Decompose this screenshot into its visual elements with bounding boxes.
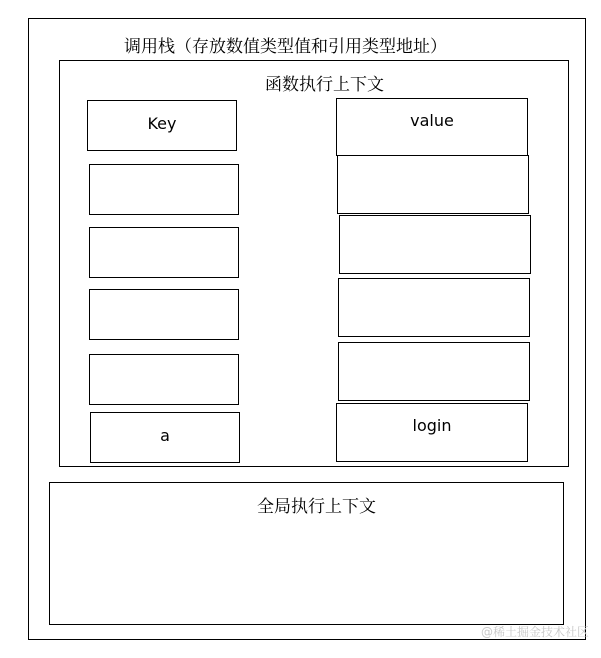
key-cell — [89, 354, 239, 405]
value-cell — [337, 155, 529, 214]
call-stack-title: 调用栈（存放数值类型值和引用类型地址） — [124, 37, 447, 57]
value-header-cell — [336, 98, 528, 156]
value-cell — [338, 342, 530, 401]
key-header-label: Key — [147, 114, 177, 133]
key-cell — [90, 412, 240, 463]
key-cell — [89, 227, 239, 278]
watermark: @稀土掘金技术社区 — [480, 625, 589, 639]
value-cell — [338, 278, 530, 337]
key-cell — [89, 289, 239, 340]
value-cell — [336, 403, 528, 462]
key-header-cell — [87, 100, 237, 151]
global-context-title: 全局执行上下文 — [257, 497, 376, 517]
key-cell — [89, 164, 239, 215]
value-header-label: value — [410, 111, 454, 130]
key-cell-text: a — [160, 426, 170, 445]
value-cell-text: login — [412, 416, 452, 435]
value-cell — [339, 215, 531, 274]
function-context-title: 函数执行上下文 — [265, 75, 384, 95]
